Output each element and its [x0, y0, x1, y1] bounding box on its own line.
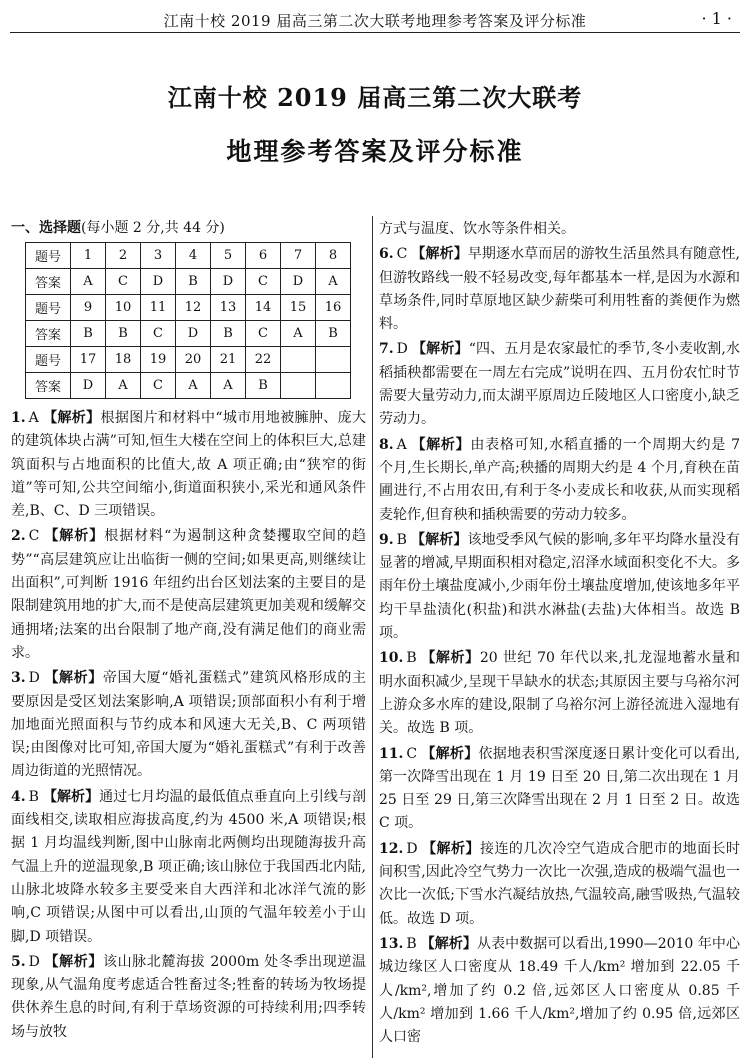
item-text: 接连的几次冷空气造成合肥市的地面长时间积雪,因此冷空气势力一次比一次强,造成的极端气温也一次比一次低;下雪水汽凝结放热,气温较高,融雪吸热,气温较低。故选 D 项。	[379, 840, 741, 927]
item-number: 6.	[379, 246, 394, 263]
table-row	[26, 243, 351, 269]
item-number: 9.	[379, 531, 394, 548]
item-text: 根据图片和材料中“城市用地被臃肿、庞大的建筑体块占满”可知,恒生大楼在空间上的体积巨大,总建筑面积与占地面积的比值大,故 A 项正确;由“狭窄的街道”等可知,公共空间缩小,街道面积狭小,采光和通风条件差,B、C、D 三项错误。	[11, 410, 367, 520]
table-cell: C	[141, 321, 176, 347]
section-heading	[11, 218, 366, 238]
item-number: 4.	[11, 788, 26, 805]
answer-explanation	[379, 838, 740, 931]
analysis-tag: 【解析】	[421, 840, 480, 857]
item-answer: B	[28, 788, 39, 805]
item-number: 1.	[11, 410, 26, 426]
table-cell: C	[246, 269, 281, 295]
table-row-header: 题号	[26, 295, 71, 321]
table-cell	[316, 347, 351, 373]
table-cell: B	[106, 321, 141, 347]
table-cell: 2	[106, 243, 141, 269]
table-cell: 9	[71, 295, 106, 321]
answer-explanation	[11, 667, 366, 783]
answer-explanation	[11, 525, 366, 665]
answer-explanation	[379, 647, 740, 740]
analysis-tag: 【解析】	[410, 531, 468, 548]
table-cell: D	[211, 269, 246, 295]
table-cell: B	[211, 321, 246, 347]
answer-explanation	[11, 786, 366, 949]
table-cell: 20	[176, 347, 211, 373]
answer-explanation	[379, 933, 740, 1049]
item-number: 7.	[379, 341, 394, 358]
answer-explanation	[379, 434, 740, 527]
table-cell: 13	[211, 295, 246, 321]
table-cell: C	[106, 269, 141, 295]
item-text: “四、五月是农家最忙的季节,冬小麦收割,水稻插秧都需要在一周左右完成”说明在四、五月份农忙时节需要大量劳动力,而太湖平原周边丘陵地区人口密度小,缺乏劳动力。	[379, 341, 741, 428]
page-number: · 1 ·	[701, 9, 732, 28]
table-row-header: 答案	[26, 373, 71, 399]
table-row-header: 答案	[26, 321, 71, 347]
left-column	[11, 218, 366, 1046]
continued-text: 方式与温度、饮水等条件相关。	[379, 221, 575, 237]
table-row	[26, 269, 351, 295]
item-answer: B	[406, 935, 417, 952]
analysis-tag: 【解析】	[421, 745, 479, 762]
analysis-tag: 【解析】	[420, 650, 480, 667]
table-cell	[281, 373, 316, 399]
item-text: 依据地表积雪深度逐日累计变化可以看出,第一次降雪出现在 1 月 19 日至 20 日,第二次出现在 1 月 25 日至 29 日,第三次降雪出现在 2 月 1 日至 2 日。故选 C 项。	[379, 745, 740, 832]
table-cell: 22	[246, 347, 281, 373]
table-cell: D	[176, 321, 211, 347]
table-row-header: 答案	[26, 269, 71, 295]
table-cell: 12	[176, 295, 211, 321]
table-cell: 21	[211, 347, 246, 373]
analysis-tag: 【解析】	[42, 788, 100, 805]
item-answer: D	[28, 953, 40, 970]
item-answer: B	[406, 650, 417, 667]
table-cell: C	[141, 373, 176, 399]
section-label: 一、选择题	[11, 220, 81, 236]
table-cell: 1	[71, 243, 106, 269]
main-title: 江南十校 2019 届高三第二次大联考	[167, 83, 583, 112]
table-cell: B	[71, 321, 106, 347]
table-cell: A	[106, 373, 141, 399]
section-note: (每小题 2 分,共 44 分)	[81, 220, 225, 236]
table-cell: 11	[141, 295, 176, 321]
table-cell: B	[176, 269, 211, 295]
table-cell: C	[246, 321, 281, 347]
header-title: 江南十校 2019 届高三第二次大联考地理参考答案及评分标准	[163, 12, 587, 30]
item-text: 根据材料“为遏制这种贪婪攫取空间的趋势”“高层建筑应让出临街一侧的空间;如果更高,则继续让出面积”,可判断 1916 年纽约出台区划法案的主要目的是限制建筑用地的扩大,而不是使高层建筑更加美观和缓解交通拥堵;法案的出台限制了地产商,没有满足他们的商业需求。	[11, 528, 367, 661]
table-cell: 17	[71, 347, 106, 373]
item-answer: A	[28, 410, 39, 426]
analysis-tag: 【解析】	[43, 528, 105, 545]
item-number: 3.	[11, 670, 26, 687]
table-cell: D	[71, 373, 106, 399]
table-cell: D	[281, 269, 316, 295]
item-answer: C	[396, 246, 408, 263]
analysis-tag: 【解析】	[411, 341, 469, 358]
table-row-header: 题号	[26, 243, 71, 269]
answer-explanation	[379, 243, 740, 336]
page-header	[10, 4, 740, 33]
table-cell: A	[316, 269, 351, 295]
item-answer: B	[396, 531, 407, 548]
analysis-tag: 【解析】	[410, 436, 471, 453]
item-text: 通过七月均温的最低值点垂直向上引线与剖面线相交,读取相应海拔高度,约为 4500 米,A 项错误;根据 1 月均温线判断,图中山脉南北两侧均出现随海拔升高气温上升的逆温现象,B 项正确;该山脉位于我国西北内陆,山脉北坡降水较多主要受来自大西洋和北冰洋气流的影响,C 项错误;从图中可以看出,山顶的气温年较差小于山脚,D 项错误。	[11, 788, 366, 945]
table-cell: 8	[316, 243, 351, 269]
table-cell	[281, 347, 316, 373]
answer-explanation	[11, 407, 366, 523]
table-row	[26, 373, 351, 399]
table-cell: 3	[141, 243, 176, 269]
right-items	[379, 243, 740, 1049]
item-text: 早期逐水草而居的游牧生活虽然具有随意性,但游牧路线一般不轻易改变,每年都基本一样,是因为水源和草场条件,同时草原地区缺少薪柴可利用牲畜的粪便作为燃料。	[379, 246, 741, 333]
item-answer: A	[396, 436, 407, 453]
sub-title: 地理参考答案及评分标准	[226, 137, 524, 166]
table-cell: B	[246, 373, 281, 399]
item-number: 2.	[11, 528, 26, 545]
item-text: 帝国大厦“婚礼蛋糕式”建筑风格形成的主要原因是受区划法案影响,A 项错误;顶部面积小有利于增加地面光照面积与节约成本和风速大无关,B、C 两项错误;由图像对比可知,帝国大厦为“婚礼蛋糕式”有利于改善周边街道的光照情况。	[11, 670, 366, 780]
analysis-tag: 【解析】	[42, 410, 101, 426]
table-cell: D	[141, 269, 176, 295]
table-cell: A	[71, 269, 106, 295]
answer-explanation	[379, 529, 740, 645]
answer-explanation	[11, 951, 366, 1044]
table-row	[26, 295, 351, 321]
item-text: 由表格可知,水稻直播的一个周期大约是 7 个月,生长期长,单产高;秧播的周期大约是 4 个月,育秧在苗圃进行,不占用农田,有利于冬小麦成长和收获,从而实现稻麦轮作,但育秧和插秧需要的劳动力较多。	[379, 436, 741, 523]
item-text: 该地受季风气候的影响,多年平均降水量没有显著的增减,早期面积相对稳定,沼泽水域面积变化不大。多雨年份土壤盐度减小,少雨年份土壤盐度增加,使该地多年平均干旱盐渍化(积盐)和洪水淋盐(去盐)大体相当。故选 B 项。	[379, 531, 740, 642]
item-answer: D	[406, 840, 418, 857]
table-cell: A	[176, 373, 211, 399]
item-number: 12.	[379, 840, 404, 857]
table-cell: B	[316, 321, 351, 347]
table-cell: 5	[211, 243, 246, 269]
analysis-tag: 【解析】	[411, 246, 468, 263]
item-number: 8.	[379, 436, 394, 453]
table-cell: 14	[246, 295, 281, 321]
table-cell: 4	[176, 243, 211, 269]
answer-explanation	[379, 743, 740, 836]
item-number: 13.	[379, 935, 404, 952]
item-number: 5.	[11, 953, 26, 970]
item-answer: C	[406, 745, 418, 762]
table-cell: 6	[246, 243, 281, 269]
analysis-tag: 【解析】	[420, 935, 478, 952]
table-row-header: 题号	[26, 347, 71, 373]
item-answer: C	[28, 528, 40, 545]
analysis-tag: 【解析】	[43, 670, 103, 687]
table-row	[26, 347, 351, 373]
analysis-tag: 【解析】	[43, 953, 103, 970]
item-answer: D	[396, 341, 408, 358]
column-divider	[372, 216, 373, 1058]
table-cell: A	[281, 321, 316, 347]
answer-table	[25, 242, 351, 399]
item-text: 20 世纪 70 年代以来,扎龙湿地蓄水量和明水面积减少,呈现干旱缺水的状态;其原因主要与乌裕尔河上游众多水库的建设,限制了乌裕尔河上游径流进入湿地有关。故选 B 项。	[379, 650, 741, 737]
table-cell	[316, 373, 351, 399]
table-cell: 7	[281, 243, 316, 269]
table-row	[26, 321, 351, 347]
right-column	[379, 218, 740, 1051]
table-cell: 10	[106, 295, 141, 321]
left-items	[11, 407, 366, 1044]
table-cell: A	[211, 373, 246, 399]
table-cell: 18	[106, 347, 141, 373]
table-cell: 15	[281, 295, 316, 321]
item-number: 10.	[379, 650, 404, 667]
item-number: 11.	[379, 745, 404, 762]
item-text: 从表中数据可以看出,1990—2010 年中心城边缘区人口密度从 18.49 千人/km² 增加到 22.05 千人/km²,增加了约 0.2 倍,远郊区人口密度从 0.85 千人/km² 增加到 1.66 千人/km²,增加了约 0.95 倍,远郊区人口密	[379, 935, 741, 1046]
table-cell: 19	[141, 347, 176, 373]
table-cell: 16	[316, 295, 351, 321]
item-text: 该山脉北麓海拔 2000m 处冬季出现逆温现象,从气温角度考虑适合牲畜过冬;牲畜的转场为牧场提供休养生息的时间,有利于草场资源的可持续利用;四季转场与放牧	[11, 953, 367, 1040]
answer-explanation	[379, 338, 740, 431]
item-answer: D	[28, 670, 40, 687]
